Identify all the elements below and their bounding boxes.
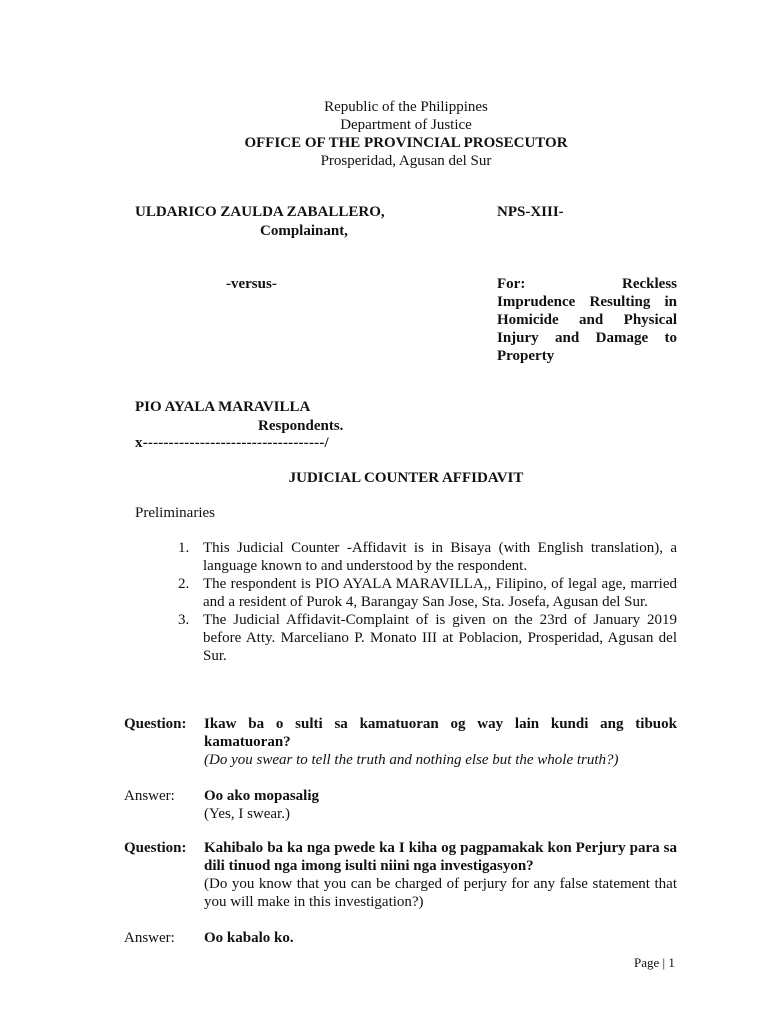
header-location: Prosperidad, Agusan del Sur — [320, 153, 492, 169]
question-label: Question: — [124, 840, 187, 856]
list-item-number: 2. — [178, 576, 190, 592]
respondent-role: Respondents. — [258, 418, 344, 434]
list-item — [178, 575, 677, 611]
header-department: Department of Justice — [340, 117, 472, 133]
complainant-name: ULDARICO ZAULDA ZABALLERO, — [135, 204, 385, 220]
question-bisaya: Ikaw ba o sulti sa kamatuoran og way lain kundi ang tibuok kamatuoran? — [204, 716, 677, 750]
list-item — [178, 539, 677, 575]
question-block — [124, 715, 677, 769]
preliminaries-heading: Preliminaries — [135, 505, 215, 521]
answer-bisaya: Oo ako mopasalig — [204, 788, 320, 804]
question-english: (Do you know that you can be charged of perjury for any false statement that you will make in this investigation?) — [204, 876, 677, 910]
document-title: JUDICIAL COUNTER AFFIDAVIT — [288, 470, 524, 486]
list-item-text: The Judicial Affidavit-Complaint of is given on the 23rd of January 2019 before Atty. Marceliano P. Monato III at Poblacion, Prosperidad, Agusan del Sur. — [203, 612, 677, 664]
for-label: For: — [497, 276, 526, 292]
document-header — [0, 98, 768, 170]
list-item — [178, 611, 677, 665]
question-bisaya: Kahibalo ba ka nga pwede ka I kiha og pagpamakak kon Perjury para sa dili tinuod nga imong isulti niini nga investigasyon? — [204, 840, 677, 874]
answer-block — [124, 929, 677, 947]
list-item-text: This Judicial Counter -Affidavit is in Bisaya (with English translation), a language known to and understood by the respondent. — [203, 540, 677, 574]
header-office: OFFICE OF THE PROVINCIAL PROSECUTOR — [244, 135, 568, 151]
question-label: Question: — [124, 716, 187, 732]
question-block — [124, 839, 677, 911]
versus-label: -versus- — [226, 276, 277, 292]
caption-divider: x-----------------------------------/ — [135, 435, 329, 451]
offense-description: Imprudence Resulting in Homicide and Physical Injury and Damage to Property — [497, 294, 677, 364]
preliminaries-list — [178, 539, 677, 665]
offense-block — [497, 275, 677, 365]
page-number: Page | 1 — [634, 955, 675, 970]
answer-english: (Yes, I swear.) — [204, 806, 290, 822]
for-first-word: Reckless — [622, 276, 677, 292]
list-item-text: The respondent is PIO AYALA MARAVILLA,, Filipino, of legal age, married and a resident of Purok 4, Barangay San Jose, Sta. Josefa, Agusan del Sur. — [203, 576, 677, 610]
answer-label: Answer: — [124, 930, 175, 946]
answer-label: Answer: — [124, 788, 175, 804]
answer-block — [124, 787, 677, 823]
answer-bisaya: Oo kabalo ko. — [204, 930, 294, 946]
respondent-name: PIO AYALA MARAVILLA — [135, 399, 311, 415]
header-republic: Republic of the Philippines — [324, 99, 488, 115]
list-item-number: 3. — [178, 612, 190, 628]
case-number: NPS-XIII- — [497, 204, 564, 220]
question-english: (Do you swear to tell the truth and nothing else but the whole truth?) — [204, 752, 619, 768]
complainant-role: Complainant, — [260, 223, 348, 239]
list-item-number: 1. — [178, 540, 190, 556]
